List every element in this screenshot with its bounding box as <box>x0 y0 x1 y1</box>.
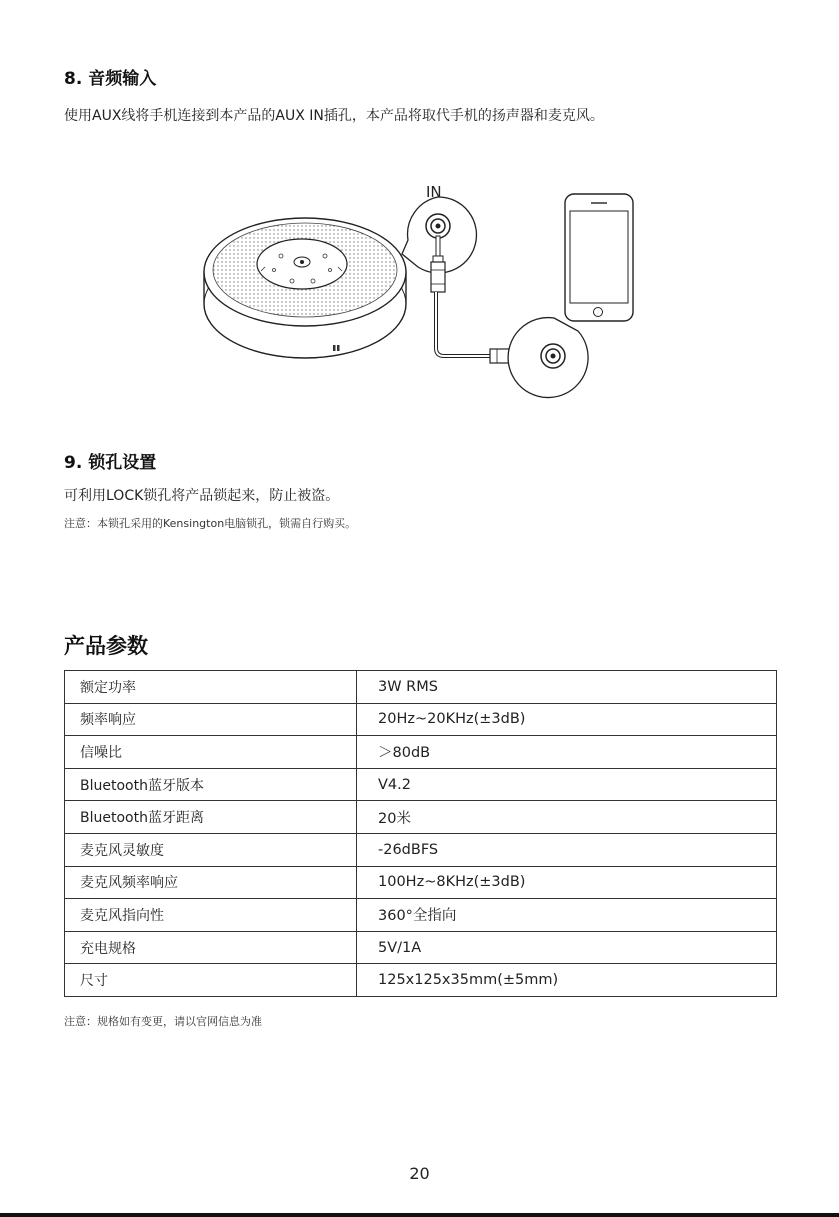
page-number: 20 <box>409 1164 430 1183</box>
smartphone-icon <box>565 194 633 321</box>
spec-label: 充电规格 <box>65 931 357 964</box>
spec-value: 20米 <box>357 801 777 834</box>
section-9-heading: 9. 锁孔设置 <box>64 453 157 473</box>
spec-value: 3W RMS <box>357 671 777 704</box>
spec-value: 20Hz~20KHz(±3dB) <box>357 703 777 736</box>
spec-label: 麦克风灵敏度 <box>65 833 357 866</box>
spec-value: ＞80dB <box>357 736 777 769</box>
spec-label: 尺寸 <box>65 964 357 997</box>
table-row <box>65 736 777 769</box>
table-row <box>65 801 777 834</box>
spec-label: 麦克风频率响应 <box>65 866 357 899</box>
table-row <box>65 671 777 704</box>
table-row <box>65 768 777 801</box>
table-row <box>65 703 777 736</box>
spec-label: Bluetooth蓝牙版本 <box>65 768 357 801</box>
table-row <box>65 964 777 997</box>
table-row <box>65 931 777 964</box>
spec-value: 100Hz~8KHz(±3dB) <box>357 866 777 899</box>
spec-value: 5V/1A <box>357 931 777 964</box>
speaker-device-icon <box>204 218 406 358</box>
section-9-body: 可利用LOCK锁孔将产品锁起来，防止被盗。 <box>64 488 340 504</box>
in-label: IN <box>426 183 442 201</box>
spec-label: 频率响应 <box>65 703 357 736</box>
table-row <box>65 899 777 932</box>
section-9-note: 注意：本锁孔采用的Kensington电脑锁孔，锁需自行购买。 <box>64 517 357 530</box>
spec-value: 125x125x35mm(±5mm) <box>357 964 777 997</box>
table-row <box>65 866 777 899</box>
spec-value: 360°全指向 <box>357 899 777 932</box>
aux-connection-illustration <box>190 175 650 405</box>
phone-jack-callout <box>508 318 588 398</box>
specs-note: 注意：规格如有变更，请以官网信息为准 <box>64 1015 262 1028</box>
table-row <box>65 833 777 866</box>
spec-label: Bluetooth蓝牙距离 <box>65 801 357 834</box>
specifications-table <box>64 670 777 997</box>
spec-label: 麦克风指向性 <box>65 899 357 932</box>
section-8-body: 使用AUX线将手机连接到本产品的AUX IN插孔，本产品将取代手机的扬声器和麦克风。 <box>64 108 604 124</box>
section-8-heading: 8. 音频输入 <box>64 69 157 89</box>
spec-value: V4.2 <box>357 768 777 801</box>
spec-label: 信噪比 <box>65 736 357 769</box>
spec-label: 额定功率 <box>65 671 357 704</box>
spec-value: -26dBFS <box>357 833 777 866</box>
specs-heading: 产品参数 <box>64 634 148 658</box>
bottom-rule <box>0 1213 839 1217</box>
